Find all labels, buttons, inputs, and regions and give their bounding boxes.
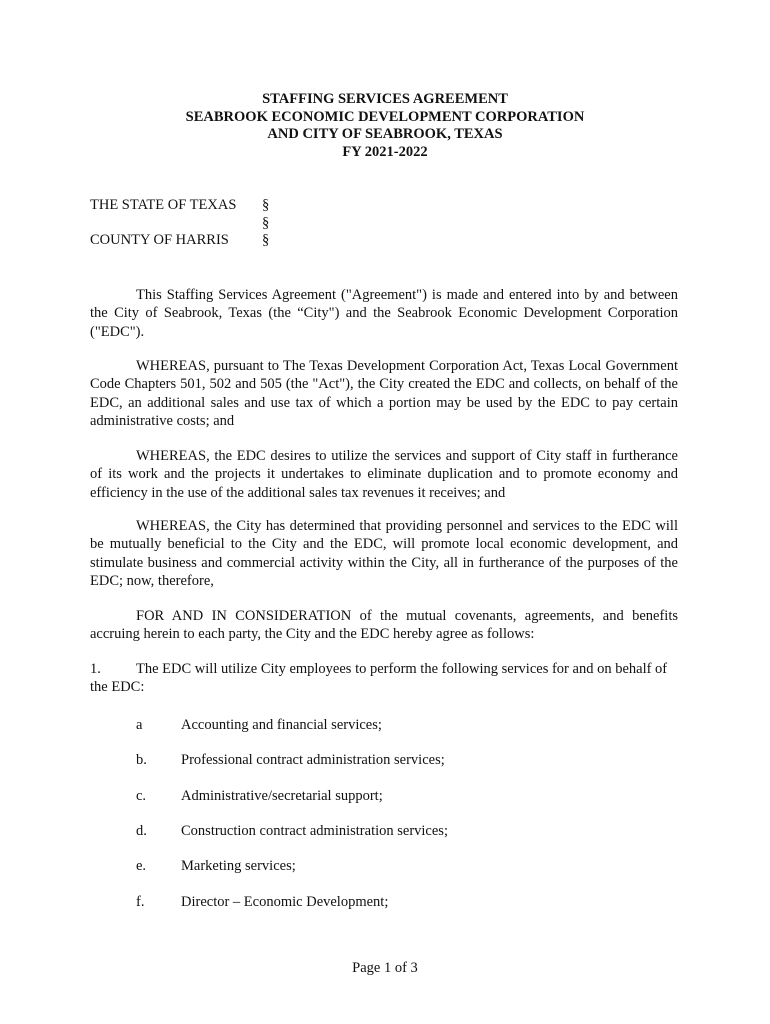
whereas-paragraph-1: WHEREAS, pursuant to The Texas Development Corporation Act, Texas Local Government Code Chapters 501, 502 and 505 (the "Act"), the City created the EDC and collects, on behalf of the EDC, an additional sales and use tax of which a portion may be used by the EDC to pay certain administrative costs; and [90, 358, 678, 429]
list-item [136, 857, 296, 875]
whereas-paragraph-3: WHEREAS, the City has determined that providing personnel and services to the EDC will be mutually beneficial to the City and the EDC, will promote local economic development, and stimulate business and commercial activity within the City, all in furtherance of the purposes of the EDC; now, therefore, [90, 518, 678, 589]
list-item-text: Accounting and financial services; [181, 717, 382, 733]
list-item-text: Professional contract administration services; [181, 752, 445, 768]
list-item-text: Director – Economic Development; [181, 894, 389, 910]
title-line-1: STAFFING SERVICES AGREEMENT [262, 91, 508, 107]
venue-row-state [90, 197, 282, 215]
section-symbol: § [262, 197, 270, 213]
section-symbol: § [262, 232, 270, 248]
page-number: Page 1 of 3 [352, 960, 418, 976]
whereas-paragraph-2: WHEREAS, the EDC desires to utilize the services and support of City staff in furtherance of its work and the projects it undertakes to eliminate duplication and to promote economy and efficiency in the use of the additional sales tax revenues it receives; and [90, 448, 678, 501]
list-item-letter: f. [136, 894, 145, 910]
title-line-2: SEABROOK ECONOMIC DEVELOPMENT CORPORATION [185, 108, 585, 125]
list-item-letter: c. [136, 788, 147, 804]
list-item-letter: e. [136, 858, 147, 874]
list-item-text: Construction contract administration services; [181, 823, 448, 839]
intro-paragraph: This Staffing Services Agreement ("Agreement") is made and entered into by and between the City of Seabrook, Texas (the “City") and the Seabrook Economic Development Corporation ("EDC"). [90, 287, 678, 340]
section-1-text: The EDC will utilize City employees to perform the following services for and on behalf of the EDC: [90, 661, 668, 696]
venue-block [90, 197, 282, 250]
title-line-3: AND CITY OF SEABROOK, TEXAS [267, 126, 503, 142]
list-item [136, 822, 448, 840]
list-item-letter: d. [136, 823, 147, 839]
venue-row-middle [90, 215, 282, 233]
title-line-4: FY 2021-2022 [342, 143, 428, 160]
list-item-letter: b. [136, 752, 147, 768]
agreement-title [0, 91, 770, 161]
list-item [136, 716, 382, 734]
venue-county: COUNTY OF HARRIS [90, 232, 229, 248]
list-item [136, 787, 383, 805]
list-item-letter: a [136, 717, 143, 733]
list-item-text: Administrative/secretarial support; [181, 788, 383, 804]
section-1-number: 1. [90, 661, 101, 677]
section-1-paragraph [90, 660, 678, 697]
venue-state: THE STATE OF TEXAS [90, 197, 237, 213]
list-item-text: Marketing services; [181, 858, 296, 874]
list-item [136, 751, 445, 769]
list-item [136, 893, 388, 911]
section-symbol: § [262, 214, 270, 231]
venue-row-county [90, 232, 282, 250]
consideration-paragraph: FOR AND IN CONSIDERATION of the mutual covenants, agreements, and benefits accruing herein to each party, the City and the EDC hereby agree as follows: [90, 608, 678, 643]
